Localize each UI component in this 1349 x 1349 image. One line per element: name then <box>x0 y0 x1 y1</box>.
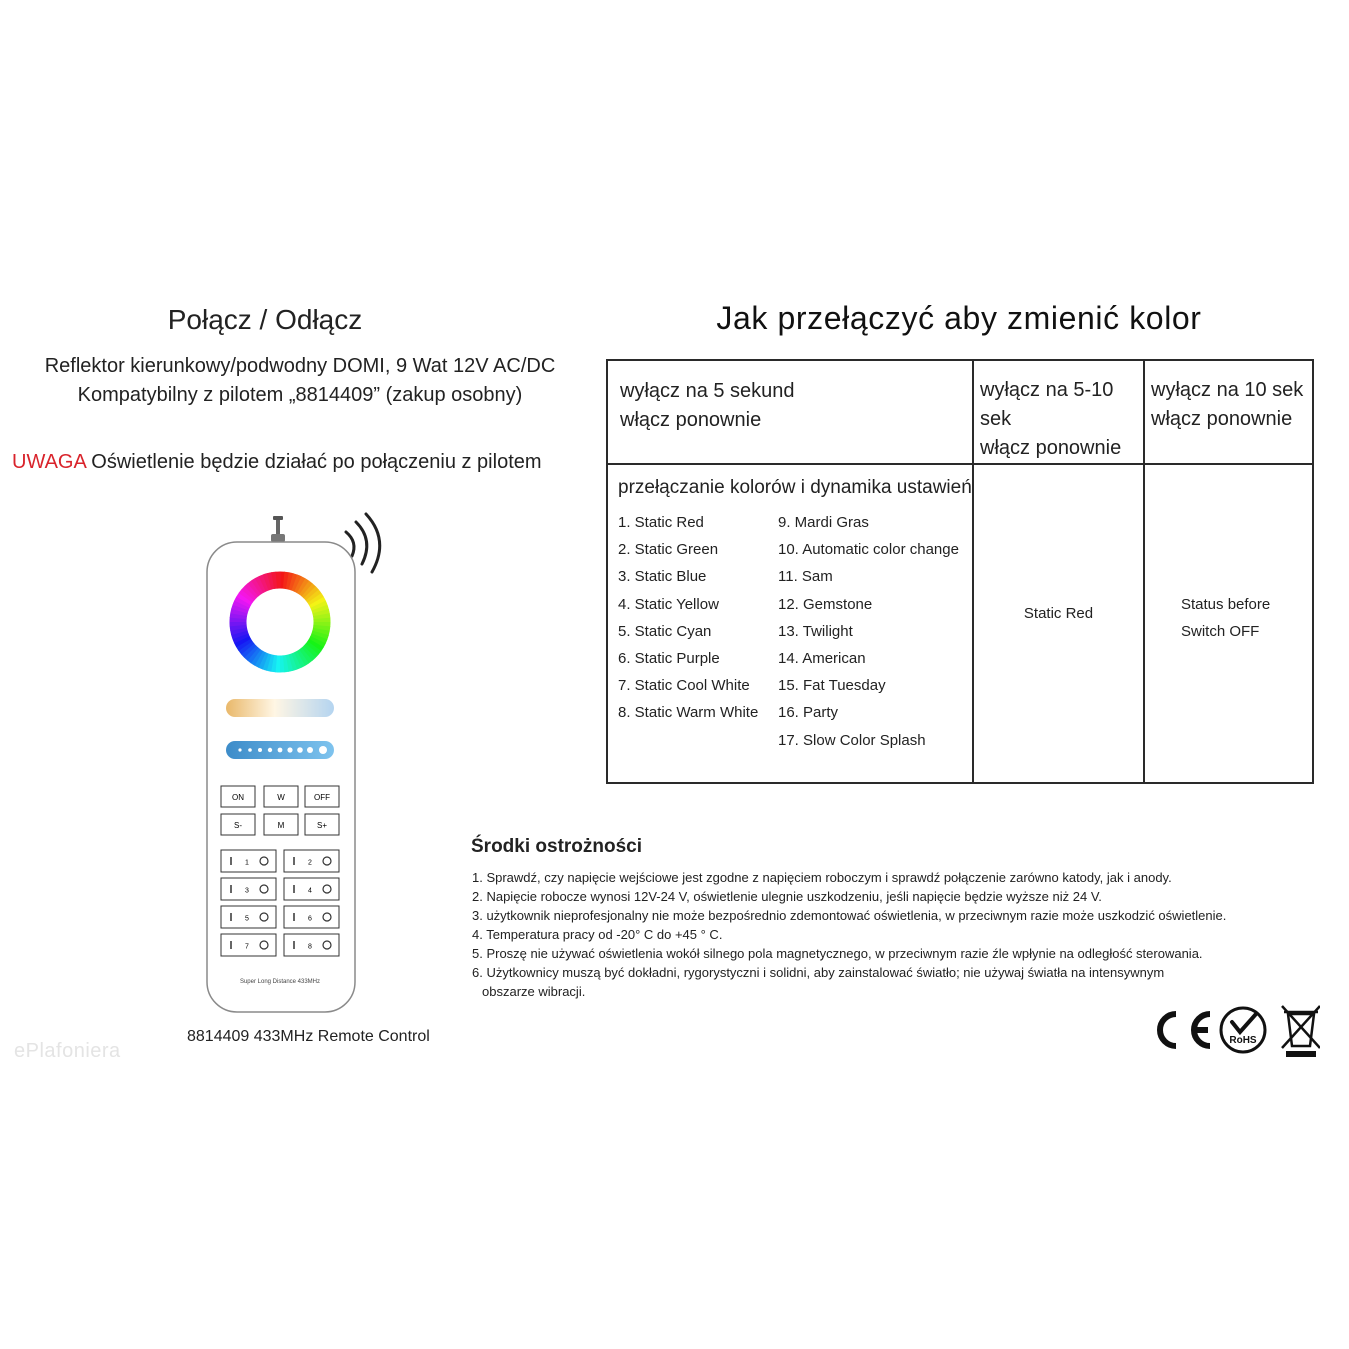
static-modes-list <box>618 509 758 727</box>
remote-zone-button <box>221 906 276 928</box>
remote-button-label: S- <box>234 821 242 830</box>
precaution-item: 2. Napięcie robocze wynosi 12V-24 V, oświetlenie ulegnie uszkodzeniu, jeśli napięcie będzie wyższe niż 24 V. <box>472 889 1102 904</box>
remote-button-label: ON <box>232 793 244 802</box>
table-header-cell <box>973 360 1144 464</box>
list-item: 2. Static Green <box>618 541 719 559</box>
ce-mark-icon <box>1160 1014 1210 1046</box>
precaution-item: 4. Temperatura pracy od -20° C do +45 ° C. <box>472 927 723 942</box>
remote-zone-button <box>284 934 339 956</box>
list-item: 8. Static Warm White <box>618 704 759 722</box>
list-item: 6. Static Purple <box>618 649 720 667</box>
list-item: 9. Mardi Gras <box>778 514 869 531</box>
white-temperature-slider-icon <box>226 699 334 717</box>
remote-control-illustration <box>180 512 390 1022</box>
list-item: 12. Gemstone <box>778 595 873 613</box>
color-switching-table <box>606 359 1314 784</box>
header-line: włącz ponownie <box>620 409 762 431</box>
header-line: wyłącz na 5 sekund <box>620 380 795 402</box>
remote-zone-button <box>284 878 339 900</box>
remote-zone-button <box>221 934 276 956</box>
list-item: 16. Party <box>778 704 839 722</box>
remote-zone-label: 1 <box>245 859 249 867</box>
brightness-slider-icon <box>226 741 334 759</box>
header-line: włącz ponownie <box>980 437 1122 459</box>
mode-result-value: Static Red <box>1023 605 1094 622</box>
remote-button-speed-down <box>221 814 255 835</box>
mode-result-line: Status before <box>1181 596 1271 613</box>
remote-zone-button <box>221 878 276 900</box>
mode-result-line: Switch OFF <box>1181 623 1260 640</box>
mode-result-cell <box>1144 464 1313 783</box>
remote-button-on <box>221 786 255 807</box>
header-line: wyłącz na 5-10 sek <box>980 379 1114 430</box>
remote-button-off <box>305 786 339 807</box>
remote-button-label: S+ <box>316 821 328 830</box>
table-body-row <box>607 464 1313 783</box>
remote-compatibility-note: Kompatybilny z pilotem „8814409” (zakup osobny) <box>77 384 523 406</box>
header-line: włącz ponownie <box>1151 408 1293 430</box>
remote-button-w <box>264 786 298 807</box>
list-item: 13. Twilight <box>778 622 853 640</box>
list-item: 7. Static Cool White <box>618 677 750 695</box>
precaution-item: 5. Proszę nie używać oświetlenia wokół silnego pola magnetycznego, w przeciwnym razie źle wpłynie na odległość sterowania. <box>472 946 1203 961</box>
rohs-label: RoHS <box>1229 1035 1257 1046</box>
list-item: 10. Automatic color change <box>778 541 959 559</box>
antenna-icon <box>271 516 285 542</box>
table-header-cell <box>1144 360 1313 464</box>
list-item: 1. Static Red <box>618 514 704 531</box>
list-item: 5. Static Cyan <box>618 622 712 640</box>
list-item: 15. Fat Tuesday <box>778 677 886 695</box>
remote-button-speed-up <box>305 814 339 835</box>
certification-marks <box>1146 1000 1320 1060</box>
list-item: 14. American <box>778 649 866 667</box>
remote-button-label: W <box>277 793 285 802</box>
table-header-cell <box>607 360 973 464</box>
color-change-title: Jak przełączyć aby zmienić kolor <box>716 300 1202 336</box>
remote-button-label: OFF <box>314 793 330 802</box>
precaution-item: 3. użytkownik nieprofesjonalny nie może bezpośrednio zdemontować oświetlenia, w przeciwnym razie może uszkodzić oświetlenie. <box>472 908 1227 923</box>
remote-zone-button <box>284 850 339 872</box>
mode-list <box>608 499 972 759</box>
watermark: ePlafoniera <box>14 1040 121 1062</box>
remote-zone-label: 8 <box>308 943 312 951</box>
mode-result-cell <box>973 464 1144 783</box>
weee-bin-icon <box>1282 1006 1320 1057</box>
product-description: Reflektor kierunkowy/podwodny DOMI, 9 Wat 12V AC/DC <box>44 355 556 377</box>
connect-disconnect-title: Połącz / Odłącz <box>167 304 363 335</box>
mode-list-cell <box>607 464 973 783</box>
list-item: 17. Slow Color Splash <box>778 731 926 749</box>
table-header-row <box>607 360 1313 464</box>
remote-footer-text: Super Long Distance 433MHz <box>239 979 321 985</box>
list-item: 11. Sam <box>778 568 833 586</box>
list-item: 3. Static Blue <box>618 568 707 586</box>
remote-button-label: M <box>277 821 285 830</box>
precautions-list <box>472 868 1332 1001</box>
dynamic-modes-list <box>778 509 959 754</box>
mode-list-heading: przełączanie kolorów i dynamika ustawień <box>618 477 972 498</box>
precautions-title: Środki ostrożności <box>471 836 643 857</box>
warning-notice <box>12 451 542 474</box>
precaution-item: 1. Sprawdź, czy napięcie wejściowe jest zgodne z napięciem roboczym i sprawdź połączenie zarówno katody, jak i anody. <box>472 870 1172 885</box>
remote-zone-label: 3 <box>245 887 249 895</box>
remote-zone-label: 4 <box>308 887 312 895</box>
precaution-item: obszarze wibracji. <box>482 984 586 999</box>
remote-zone-label: 5 <box>245 915 249 923</box>
warning-label: UWAGA <box>12 451 86 473</box>
header-line: wyłącz na 10 sek <box>1151 379 1304 401</box>
remote-zone-label: 7 <box>245 943 249 951</box>
remote-zone-button <box>221 850 276 872</box>
remote-zone-button <box>284 906 339 928</box>
remote-zone-label: 2 <box>308 859 312 867</box>
precaution-item: 6. Użytkownicy muszą być dokładni, rygorystyczni i solidni, aby zainstalować światło; nie używaj światła na intensywnym <box>472 965 1165 980</box>
remote-caption: 8814409 433MHz Remote Control <box>187 1028 430 1045</box>
remote-zone-label: 6 <box>308 915 312 923</box>
warning-text: Oświetlenie będzie działać po połączeniu z pilotem <box>85 451 542 473</box>
rohs-icon <box>1221 1008 1265 1052</box>
list-item: 4. Static Yellow <box>618 595 719 613</box>
remote-button-mode <box>264 814 298 835</box>
